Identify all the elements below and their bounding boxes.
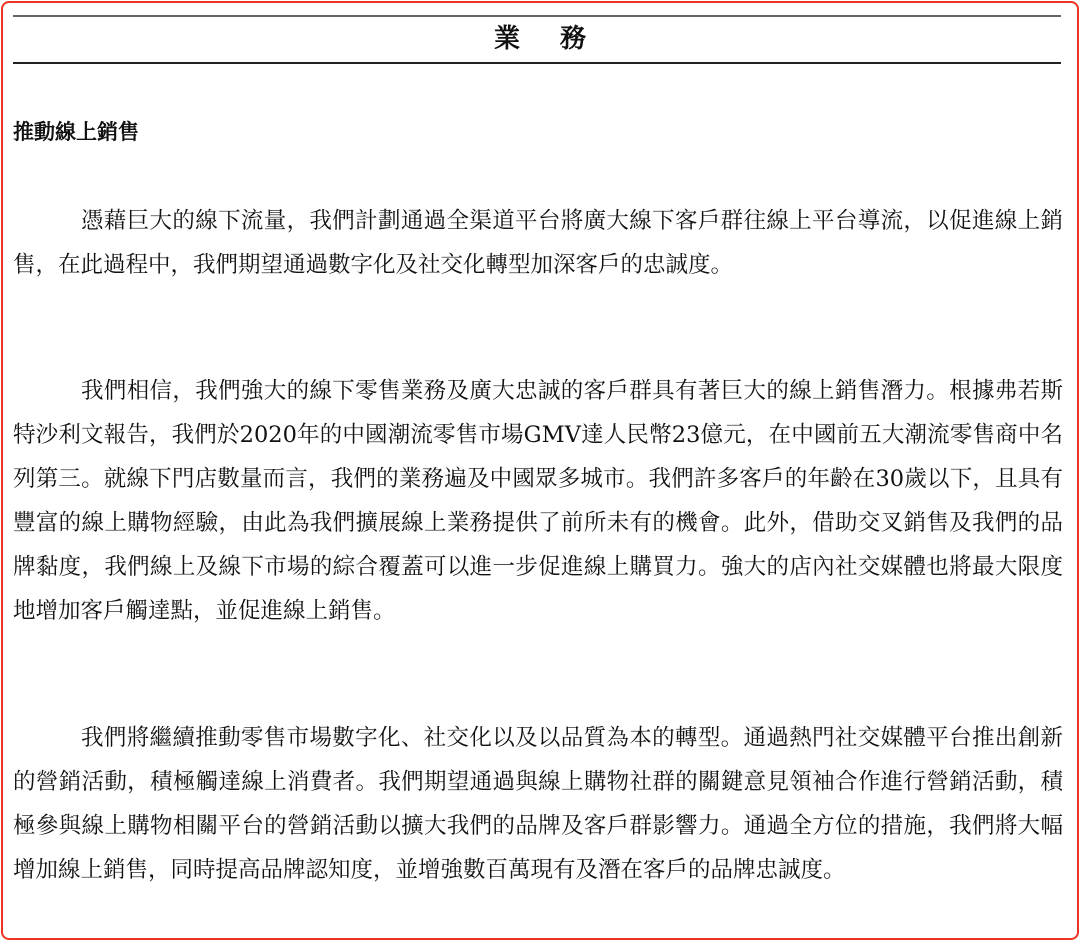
paragraph-1: 憑藉巨大的線下流量，我們計劃通過全渠道平台將廣大線下客戶群往線上平台導流，以促進線上銷售，在此過程中，我們期望通過數字化及社交化轉型加深客戶的忠誠度。 bbox=[13, 208, 1063, 278]
section-heading: 推動線上銷售 bbox=[13, 120, 139, 144]
header-top-rule bbox=[13, 15, 1061, 17]
paragraph-3: 我們將繼續推動零售市場數字化、社交化以及以品質為本的轉型。通過熱門社交媒體平台推出創新的營銷活動，積極觸達線上消費者。我們期望通過與線上購物社群的關鍵意見領袖合作進行營銷活動，積極參與線上購物相關平台的營銷活動以擴大我們的品牌及客戶群影響力。通過全方位的措施，我們將大幅增加線上銷售，同時提高品牌認知度，並增強數百萬現有及潛在客戶的品牌忠誠度。 bbox=[13, 725, 1063, 883]
document-frame bbox=[1, 1, 1079, 940]
header-bottom-rule bbox=[13, 62, 1061, 64]
paragraph-2: 我們相信，我們強大的線下零售業務及廣大忠誠的客戶群具有著巨大的線上銷售潛力。根據弗若斯特沙利文報告，我們於2020年的中國潮流零售市場GMV達人民幣23億元，在中國前五大潮流零售商中名列第三。就線下門店數量而言，我們的業務遍及中國眾多城市。我們許多客戶的年齡在30歲以下，且具有豐富的線上購物經驗，由此為我們擴展線上業務提供了前所未有的機會。此外，借助交叉銷售及我們的品牌黏度，我們線上及線下市場的綜合覆蓋可以進一步促進線上購買力。強大的店內社交媒體也將最大限度地增加客戶觸達點，並促進線上銷售。 bbox=[13, 378, 1063, 624]
page-header-title: 業務 bbox=[493, 24, 626, 54]
